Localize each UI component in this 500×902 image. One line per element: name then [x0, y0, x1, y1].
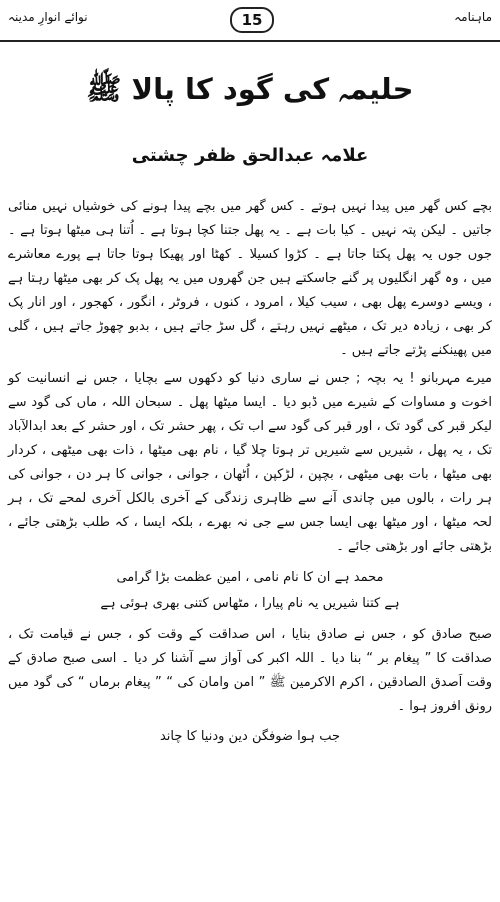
header-magazine-name: نوائے انوارِ مدینہ — [8, 10, 88, 24]
poem-line: محمد ہے ان کا نام نامی ، امین عظمت بڑا گرامی — [116, 570, 384, 585]
poem-block — [8, 565, 492, 617]
paragraph: میرے مہربانو ! یہ بچہ ; جس نے ساری دنیا کو دکھوں سے بچایا ، جس نے انسانیت کو اخوت و مساوات کے شیرے میں ڈبو دیا ۔ ایسا میٹھا پھل ۔ سبحان اللہ ، ماں کی گود سے لیکر قبر کی گود تک ، اور قبر کی گود سے اب تک ، پھر حشر تک ، اور حشر کے بعد ابدالآباد تک ، یہ پھل ، شیریں سے شیریں تر ہوتا چلا گیا ، نام بھی میٹھا ، ذات بھی میٹھی ، کردار بھی میٹھا ، بات بھی میٹھی ، بچپن ، لڑکپن ، اُٹھان ، جوانی ، جوانی کا ہر دن ، جوانی کی ہر رات ، بالوں میں چاندی آنے سے ظاہری زندگی کے آخری بالکل آخری لمحے تک ، ہر لحہ میٹھا ، اور میٹھا بھی ایسا جس سے جی نہ بھرے ، بلکہ ایسا ، کہ طلب بڑھتی جائے ، بڑھتی جائے اور بڑھتی جائے ۔ — [8, 371, 492, 554]
paragraph: بچے کس گھر میں پیدا نہیں ہوتے ۔ کس گھر میں بچے پیدا ہونے کی خوشیاں نہیں منائی جاتیں ۔ لیکن پتہ نہیں ۔ کیا بات ہے ۔ یہ پھل جتنا کچا ہوتا ہے ۔ اُتنا ہی میٹھا ہوتا ہے ۔ جوں جوں یہ پھل پکتا جاتا ہے ۔ کڑوا کسیلا ۔ کھٹا اور پھیکا ہوتا جاتا ہے پورے معاشرے میں ، وہ گھر انگلیوں پر گنے جاسکتے ہیں جن گھروں میں یہ پھل پک کر بھی میٹھا رہتا ہے ، ویسے دوسرے پھل بھی ، سیب کیلا ، امرود ، کنوں ، فروٹر ، انگور ، کھجور ، اور انار پک کر بھی ، زیادہ دیر تک ، میٹھے نہیں رہتے ، گل سڑ جاتے ہیں ، بدبو چھوڑ جاتے ہیں ، گلی میں پھینکنے پڑتے جاتے ہیں ۔ — [8, 199, 492, 358]
paragraph: صبح صادق کو ، جس نے صادق بنایا ، اس صداقت کے وقت کو ، جس نے قیامت تک ، صداقت کا ” پیغام بر “ بنا دیا ۔ اللہ اکبر کی آواز سے آشنا کر دیا ۔ اسی صبح صادق کے وقت اَصدق الصادقین ، اکرم الاکرمین ﷺ ” امن وامان کی “ ” پیغام برماں “ کی گود میں رونق افروز ہوا ۔ — [8, 627, 492, 714]
article-author: علامہ عبدالحق ظفر چشتی — [131, 145, 369, 166]
article-title: حلیمہ کی گود کا پالا ﷺ — [86, 72, 414, 106]
article-body — [8, 195, 492, 755]
closing-line: جب ہوا ضوفگن دین ودنیا کا چاند — [159, 729, 341, 744]
page-header — [0, 0, 500, 42]
page-number: 15 — [230, 7, 274, 33]
header-monthly-label: ماہنامہ — [454, 10, 492, 24]
poem-line: ہے کتنا شیریں یہ نام پیارا ، مٹھاس کتنی بھری ہوئی ہے — [100, 596, 400, 611]
